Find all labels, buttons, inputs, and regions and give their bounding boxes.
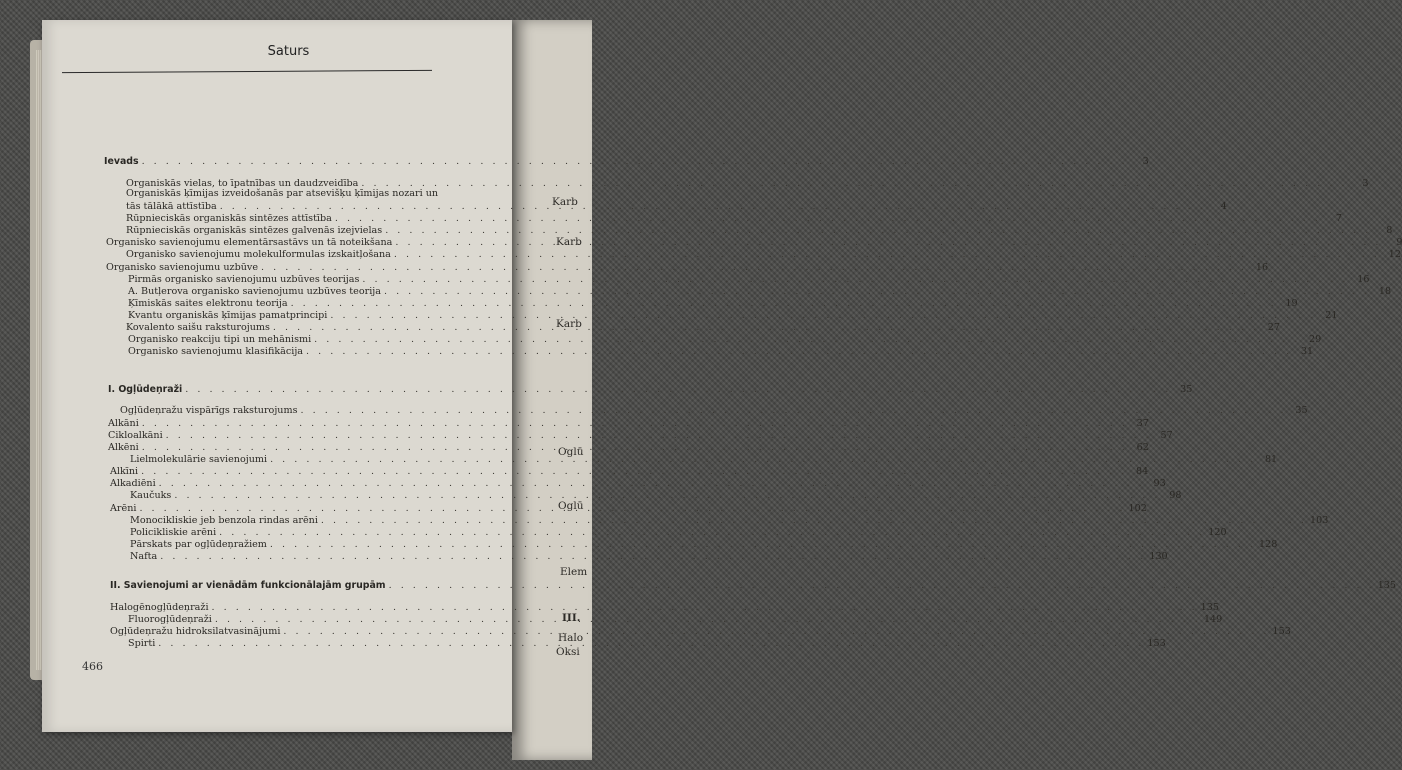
right-fragment: Oksi: [556, 646, 580, 658]
toc-entry: [110, 466, 1149, 477]
toc-entry-text: Ogļūdeņražu hidroksilatvasinājumi: [110, 626, 281, 637]
toc-entry: [110, 626, 1291, 637]
toc-entry: [130, 454, 1278, 465]
toc-entry: [130, 539, 1278, 550]
toc-entry: [110, 478, 1166, 489]
toc-entry-page: 62: [1136, 442, 1149, 453]
toc-entry-page: 8: [1386, 225, 1393, 236]
toc-entry: [110, 602, 1219, 613]
toc-entry-text: Policikliskie arēni: [130, 527, 217, 538]
toc-entry-page: 21: [1325, 310, 1338, 321]
toc-entry-page: 29: [1309, 334, 1322, 345]
toc-entry: [108, 384, 1193, 395]
toc-entry: [128, 310, 1338, 321]
toc-entry: [128, 346, 1314, 357]
toc-entry-page: 128: [1259, 539, 1278, 550]
toc-entry: [110, 580, 1396, 591]
toc-entry-text: Organisko savienojumu molekulformulas izskaitļošana: [126, 249, 391, 260]
toc-entry-text: Kovalento saišu raksturojums: [126, 322, 270, 333]
toc-entry-text: Monocikliskie jeb benzola rindas arēni: [130, 515, 318, 526]
page-title: Saturs: [267, 44, 310, 59]
toc-entry: [104, 156, 1149, 167]
toc-entry-text: II. Savienojumi ar vienādām funkcionālajām grupām: [110, 580, 386, 591]
toc-entry-page: 120: [1208, 527, 1227, 538]
toc-entry-page: 35: [1295, 405, 1308, 416]
toc-entry: [108, 418, 1149, 429]
toc-entry-page: 37: [1136, 418, 1149, 429]
toc-entry-page: 16: [1357, 274, 1370, 285]
toc-entry-page: 16: [1255, 262, 1269, 273]
toc-entry-text: Alkēni: [108, 442, 139, 453]
toc-entry-page: 35: [1180, 384, 1193, 395]
right-fragment: III.: [562, 612, 581, 624]
toc-entry-text: Rūpnieciskās organiskās sintēzes attīstība: [126, 213, 332, 224]
toc-entry-page: 3: [1362, 178, 1369, 189]
toc-entry: [128, 286, 1392, 297]
toc-entry-text: Rūpnieciskās organiskās sintēzes galvenās izejvielas: [126, 225, 383, 236]
toc-entry-page: 135: [1377, 580, 1396, 591]
right-fragment: Karb: [556, 318, 582, 330]
toc-entry-page: 135: [1200, 602, 1219, 613]
right-fragment: Karb: [556, 236, 582, 248]
toc-entry: [128, 274, 1370, 285]
toc-entry-text: Spirti: [128, 638, 156, 649]
toc-entry-text: Cikloalkāni: [108, 430, 163, 441]
page-number: 466: [82, 660, 103, 673]
toc-entry-page: 103: [1309, 515, 1329, 526]
toc-entry: [130, 490, 1182, 501]
toc-entry-page: 153: [1147, 638, 1166, 649]
right-fragment: Elem: [560, 566, 588, 578]
toc-entry-text: Organisko reakciju tipi un mehānismi: [128, 334, 312, 345]
toc-entry: [108, 430, 1173, 441]
toc-entry-text: Ķīmiskās saites elektronu teorija: [128, 298, 288, 309]
toc-entry-page: 7: [1335, 213, 1342, 224]
toc-entry-page: 93: [1153, 478, 1166, 489]
toc-entry-page: 12: [1388, 249, 1401, 260]
toc-entry-text: Alkadiēni: [110, 478, 156, 489]
right-fragment: Halo: [558, 632, 584, 644]
right-fragment: Oglū: [558, 446, 584, 458]
toc-entry-text: Kvantu organiskās ķīmijas pamatprincipi: [128, 310, 328, 321]
toc-entry-text: Pirmās organisko savienojumu uzbūves teorijas: [128, 274, 360, 285]
toc-entry-page: 4: [1220, 201, 1227, 212]
toc-entry-page: 18: [1378, 286, 1392, 297]
toc-entry-page: 19: [1285, 298, 1298, 309]
toc-entry-text: Organiskās ķīmijas izveidošanās par atsevišķu ķīmijas nozari un: [126, 188, 439, 199]
toc-entry: [126, 249, 1401, 260]
toc-entry: [120, 405, 1308, 416]
toc-entry-text: Kaučuks: [130, 490, 172, 501]
toc-entry-text: Halogēnogļūdeņraži: [110, 602, 209, 613]
toc-entry: [128, 298, 1298, 309]
toc-entry-page: 31: [1300, 346, 1314, 357]
toc-entry: [126, 225, 1393, 236]
toc-entry-page: 81: [1264, 454, 1278, 465]
toc-entry-text: tās tālākā attīstība: [126, 201, 217, 212]
toc-entry-page: 98: [1169, 490, 1182, 501]
toc-entry-text: Lielmolekulārie savienojumi: [130, 454, 268, 465]
toc-entry-text: Organisko savienojumu klasifikācija: [128, 346, 304, 357]
toc-entry-text: Fluorogļūdeņraži: [128, 614, 212, 625]
toc-entry: [130, 527, 1227, 538]
toc-entry: [126, 213, 1342, 224]
toc-entry: [130, 515, 1329, 526]
toc-entry-page: 57: [1160, 430, 1173, 441]
toc-entry-text: Alkīni: [110, 466, 139, 477]
right-fragment: Karb: [552, 196, 578, 208]
toc-entry-text: Organiskās vielas, to īpatnības un daudzveidība: [126, 178, 359, 189]
toc-entry-text: Arēni: [110, 503, 137, 514]
toc-entry-text: Pārskats par ogļūdeņražiem: [130, 539, 267, 550]
toc-entry-text: Organisko savienojumu elementārsastāvs un tā noteikšana: [106, 237, 393, 248]
toc-entry-text: I. Ogļūdeņraži: [108, 384, 183, 395]
toc-entry: [130, 551, 1168, 562]
toc-entry: [128, 334, 1322, 345]
right-fragment: Oglū: [558, 500, 584, 512]
toc-entry-page: 9: [1396, 237, 1402, 248]
toc-entry-text: Organisko savienojumu uzbūve: [106, 262, 259, 273]
toc-entry-page: 130: [1149, 551, 1168, 562]
toc-entry-page: 102: [1128, 503, 1147, 514]
toc-entry-page: 84: [1136, 466, 1149, 477]
toc-entry-page: 149: [1203, 614, 1223, 625]
toc-entry-text: A. Butļerova organisko savienojumu uzbūves teorija: [128, 286, 381, 297]
toc-entry-text: Alkāni: [108, 418, 139, 429]
toc-entry-text: Ievads: [104, 156, 139, 167]
toc-entry-text: Nafta: [130, 551, 158, 562]
toc-entry: [106, 262, 1269, 273]
toc-entry-page: 3: [1142, 156, 1149, 167]
toc-entry-page: 153: [1272, 626, 1291, 637]
toc-entry-page: 27: [1267, 322, 1280, 333]
toc-entry-text: Ogļūdeņražu vispārīgs raksturojums: [120, 405, 298, 416]
